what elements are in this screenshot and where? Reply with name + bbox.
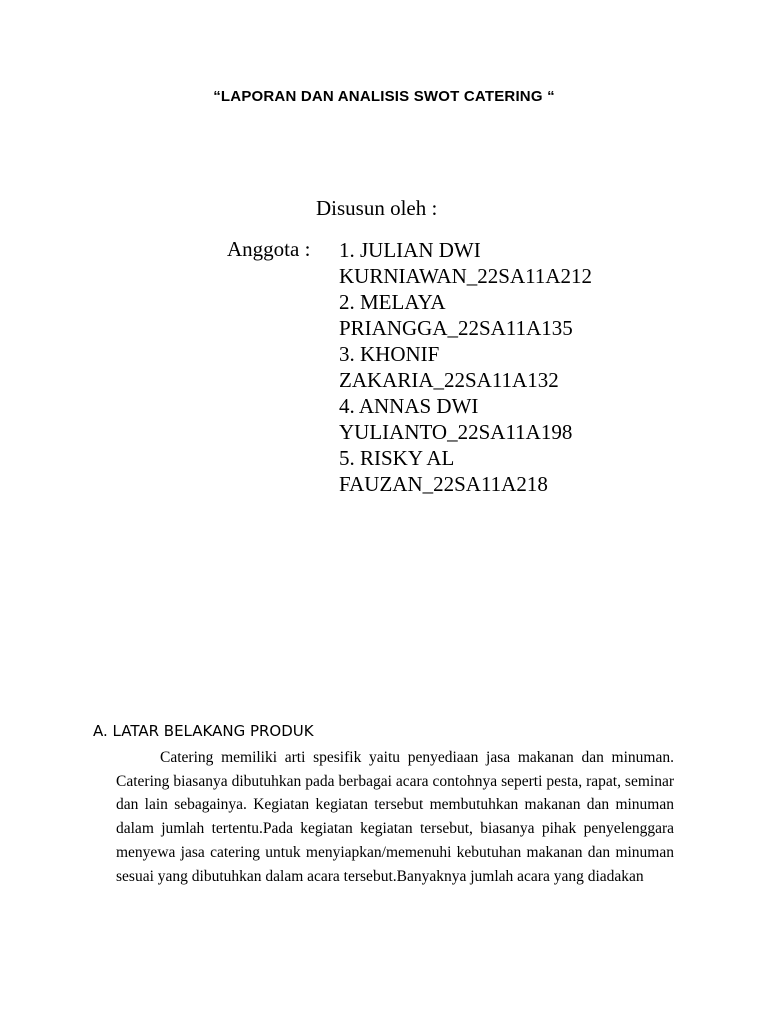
members-list <box>339 237 629 497</box>
document-title: “LAPORAN DAN ANALISIS SWOT CATERING “ <box>213 88 555 105</box>
member-item: 2. MELAYA PRIANGGA_22SA11A135 <box>339 290 573 340</box>
member-item: 3. KHONIF ZAKARIA_22SA11A132 <box>339 342 559 392</box>
section-paragraph: Catering memiliki arti spesifik yaitu penyediaan jasa makanan dan minuman. Catering biasanya dibutuhkan pada berbagai acara contohnya seperti pesta, rapat, seminar dan lain sebagainya. Kegiatan kegiatan tersebut membutuhkan makanan dan minuman dalam jumlah tertentu.Pada kegiatan kegiatan tersebut, biasanya pihak penyelenggara menyewa jasa catering untuk menyiapkan/memenuhi kebutuhan makanan dan minuman sesuai yang dibutuhkan dalam acara tersebut.Banyaknya jumlah acara yang diadakan <box>116 749 674 885</box>
member-item: 5. RISKY AL FAUZAN_22SA11A218 <box>339 446 548 496</box>
prepared-by-label: Disusun oleh : <box>316 196 438 220</box>
member-item: 4. ANNAS DWI YULIANTO_22SA11A198 <box>339 394 573 444</box>
members-label: Anggota : <box>227 237 311 261</box>
section-heading: A. LATAR BELAKANG PRODUK <box>93 722 314 740</box>
member-item: 1. JULIAN DWI KURNIAWAN_22SA11A212 <box>339 238 593 288</box>
